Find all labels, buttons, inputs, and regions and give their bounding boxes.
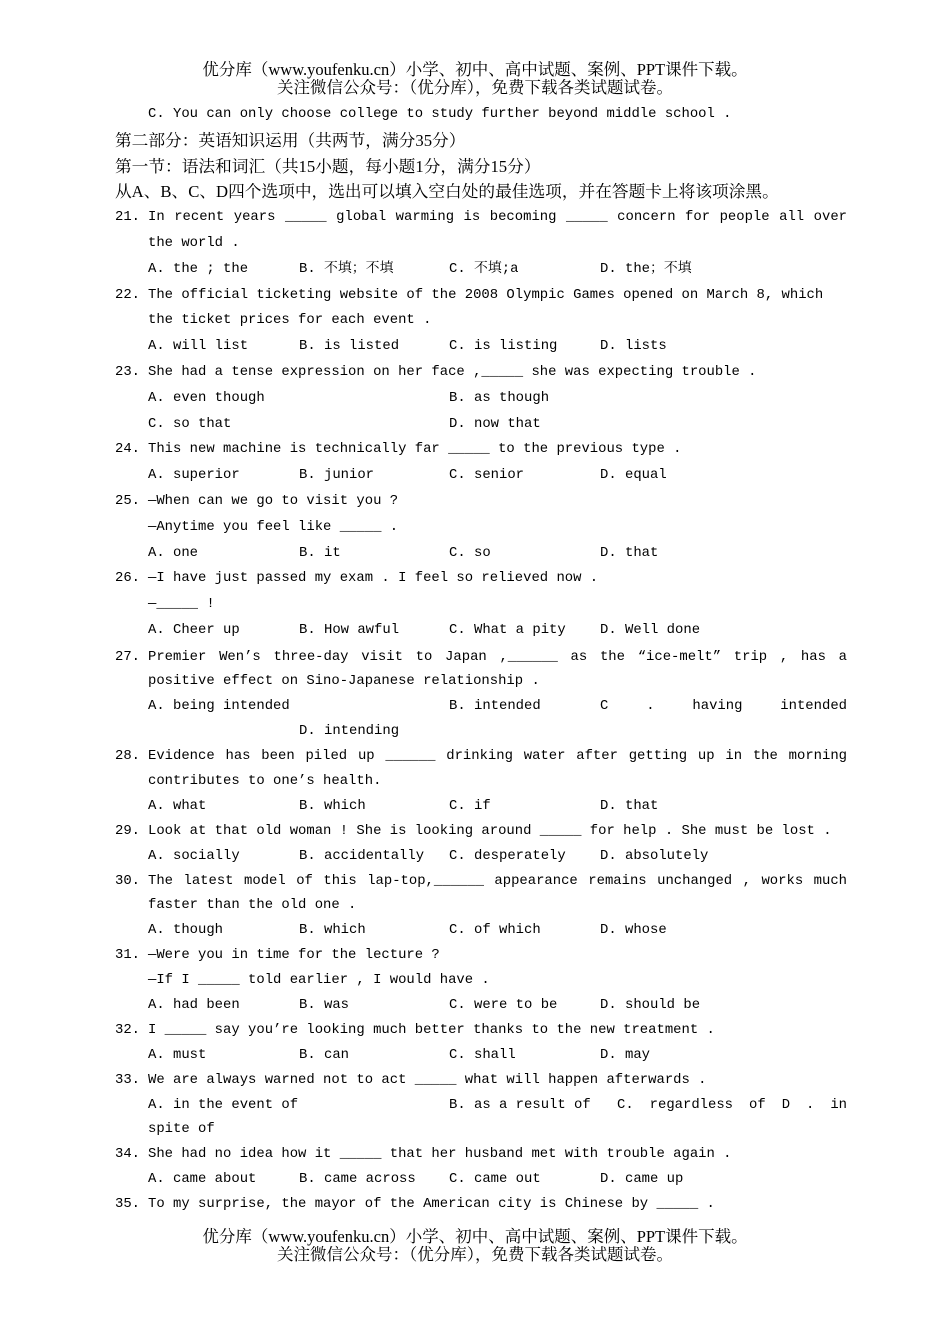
option-a: A. had been xyxy=(148,996,240,1013)
stem-line xyxy=(115,592,847,618)
question-number: 23. xyxy=(115,363,141,380)
option-b: B. junior xyxy=(299,467,375,484)
options-row xyxy=(115,719,847,744)
option-d: D. that xyxy=(600,797,659,814)
option-b: B. which xyxy=(299,797,366,814)
option-c: C. regardless of xyxy=(617,1096,766,1113)
options-row xyxy=(115,463,847,489)
question-stem: the ticket prices for each event . xyxy=(148,312,432,329)
question-23 xyxy=(115,360,847,437)
option-c: C. is listing xyxy=(449,338,558,355)
question-number: 29. xyxy=(115,822,141,839)
question-stem: I _____ say you’re looking much better thanks to the new treatment . xyxy=(148,1021,715,1038)
option-d: D. Well done xyxy=(600,621,701,638)
question-29 xyxy=(115,819,847,869)
question-number: 28. xyxy=(115,748,141,765)
stem-line xyxy=(115,1142,847,1167)
question-stem: the world . xyxy=(148,234,240,251)
options-row xyxy=(115,1117,847,1142)
option-a: A. what xyxy=(148,797,207,814)
question-stem: Evidence has been piled up ______ drinking water after getting up in the morning xyxy=(148,748,847,765)
option-a: A. one xyxy=(148,544,199,561)
options-row xyxy=(115,386,847,412)
option-a: A. being intended xyxy=(148,698,290,715)
option-c: C. came out xyxy=(449,1171,541,1188)
question-stem: She had a tense expression on her face ,_____ she was expecting trouble . xyxy=(148,363,757,380)
stem-line xyxy=(115,566,847,592)
option-b: B. 不填；不填 xyxy=(299,260,394,277)
stem-line xyxy=(115,645,847,670)
stem-line xyxy=(115,1192,847,1217)
stem-line xyxy=(115,819,847,844)
options-row xyxy=(115,1167,847,1192)
stem-line xyxy=(115,205,847,231)
question-stem: —Anytime you feel like _____ . xyxy=(148,518,399,535)
stem-line xyxy=(115,1018,847,1043)
question-32 xyxy=(115,1018,847,1068)
question-stem: In recent years _____ global warming is becoming _____ concern for people all over xyxy=(148,209,847,226)
page-header xyxy=(0,61,950,97)
header-line-1: 优分库（www.youfenku.cn）小学、初中、高中试题、案例、PPT课件下载。 xyxy=(202,60,748,79)
option-c: C . having intended xyxy=(600,698,847,715)
question-27 xyxy=(115,645,847,745)
option-c: C. so that xyxy=(148,415,232,432)
exam-body-upper xyxy=(115,102,847,644)
question-number: 31. xyxy=(115,947,141,964)
stem-line xyxy=(115,669,847,694)
options-row xyxy=(115,257,847,283)
option-a: A. came about xyxy=(148,1171,257,1188)
question-number: 30. xyxy=(115,872,141,889)
subsection-title: 第一节：语法和词汇（共15小题，每小题1分，满分15分） xyxy=(115,156,541,176)
question-31 xyxy=(115,943,847,1018)
options-c-d-group xyxy=(617,1093,847,1118)
question-number: 25. xyxy=(115,492,141,509)
question-stem: —Were you in time for the lecture ? xyxy=(148,947,440,964)
option-a: A. must xyxy=(148,1046,207,1063)
question-21 xyxy=(115,205,847,282)
question-number: 22. xyxy=(115,286,141,303)
question-stem: The official ticketing website of the 2008 Olympic Games opened on March 8, which xyxy=(148,286,824,303)
stem-line xyxy=(115,308,847,334)
options-row xyxy=(115,412,847,438)
stem-line xyxy=(115,515,847,541)
option-d: D. may xyxy=(600,1046,651,1063)
option-b: B. can xyxy=(299,1046,350,1063)
question-35 xyxy=(115,1192,847,1217)
instructions: 从A、B、C、D四个选项中，选出可以填入空白处的最佳选项，并在答题卡上将该项涂黑。 xyxy=(115,182,779,202)
option-b: B. as a result of xyxy=(449,1096,591,1113)
option-c: C. so xyxy=(449,544,491,561)
stem-line xyxy=(115,869,847,894)
question-stem: Premier Wen’s three-day visit to Japan ,______ as the “ice-melt” trip , has a xyxy=(148,648,847,665)
option-a: A. will list xyxy=(148,338,249,355)
options-row xyxy=(115,844,847,869)
question-stem: —_____ ! xyxy=(148,596,215,613)
option-d: D. came up xyxy=(600,1171,684,1188)
question-34 xyxy=(115,1142,847,1192)
option-b: B. How awful xyxy=(299,621,400,638)
option-b: B. intended xyxy=(449,698,541,715)
exam-body-lower xyxy=(115,645,847,1217)
question-stem: faster than the old one . xyxy=(148,897,357,914)
stem-line xyxy=(115,893,847,918)
option-a: A. Cheer up xyxy=(148,621,240,638)
question-stem: Look at that old woman ! She is looking around _____ for help . She must be lost . xyxy=(148,822,832,839)
footer-line-2: 关注微信公众号：（优分库），免费下载各类试题试卷。 xyxy=(277,1245,673,1264)
option-b: B. which xyxy=(299,922,366,939)
options-row xyxy=(115,541,847,567)
stem-line xyxy=(115,744,847,769)
option-b: B. as though xyxy=(449,389,550,406)
question-stem: This new machine is technically far _____ to the previous type . xyxy=(148,441,682,458)
question-number: 32. xyxy=(115,1021,141,1038)
stem-line xyxy=(115,968,847,993)
question-33 xyxy=(115,1068,847,1143)
option-a: A. socially xyxy=(148,847,240,864)
option-a: A. in the event of xyxy=(148,1096,299,1113)
option-d: D. intending xyxy=(299,723,400,740)
option-c: C. of which xyxy=(449,922,541,939)
stem-line xyxy=(115,943,847,968)
option-d: D. lists xyxy=(600,338,667,355)
question-stem: contributes to one’s health. xyxy=(148,772,382,789)
question-number: 24. xyxy=(115,441,141,458)
stem-line xyxy=(115,1068,847,1093)
option-d-end: spite of xyxy=(148,1121,215,1138)
question-26 xyxy=(115,566,847,643)
option-b: B. it xyxy=(299,544,341,561)
option-b: B. came across xyxy=(299,1171,416,1188)
options-row xyxy=(115,993,847,1018)
options-row xyxy=(115,918,847,943)
option-b: B. was xyxy=(299,996,350,1013)
question-number: 35. xyxy=(115,1196,141,1213)
option-c: C. desperately xyxy=(449,847,566,864)
option-c: C. 不填;a xyxy=(449,260,519,277)
question-number: 34. xyxy=(115,1146,141,1163)
option-d: D. equal xyxy=(600,467,667,484)
question-number: 27. xyxy=(115,648,141,665)
option-d: D. should be xyxy=(600,996,701,1013)
stem-line xyxy=(115,283,847,309)
question-stem: positive effect on Sino-Japanese relationship . xyxy=(148,673,540,690)
options-row xyxy=(115,618,847,644)
option-d: D. the；不填 xyxy=(600,260,692,277)
question-number: 21. xyxy=(115,209,141,226)
question-stem: She had no idea how it _____ that her husband met with trouble again . xyxy=(148,1146,732,1163)
stem-line xyxy=(115,437,847,463)
question-number: 26. xyxy=(115,570,141,587)
question-30 xyxy=(115,869,847,944)
option-c: C. were to be xyxy=(449,996,558,1013)
part-title: 第二部分：英语知识运用（共两节，满分35分） xyxy=(115,130,466,150)
question-stem: We are always warned not to act _____ what will happen afterwards . xyxy=(148,1071,707,1088)
option-b: B. is listed xyxy=(299,338,400,355)
question-24 xyxy=(115,437,847,489)
stem-line xyxy=(115,489,847,515)
option-c: C. senior xyxy=(449,467,525,484)
option-d: D. whose xyxy=(600,922,667,939)
option-d: D. absolutely xyxy=(600,847,709,864)
option-c: C. What a pity xyxy=(449,621,566,638)
option-c: C. shall xyxy=(449,1046,516,1063)
options-row xyxy=(115,334,847,360)
option-b: B. accidentally xyxy=(299,847,425,864)
options-row xyxy=(115,1093,847,1118)
question-stem: To my surprise, the mayor of the American city is Chinese by _____ . xyxy=(148,1196,715,1213)
option-c: C. if xyxy=(449,797,491,814)
options-row xyxy=(115,1043,847,1068)
stem-line xyxy=(115,231,847,257)
page-footer xyxy=(0,1228,950,1264)
question-25 xyxy=(115,489,847,566)
question-22 xyxy=(115,283,847,360)
option-d: D. that xyxy=(600,544,659,561)
question-number: 33. xyxy=(115,1071,141,1088)
stem-line xyxy=(115,769,847,794)
footer-line-1: 优分库（www.youfenku.cn）小学、初中、高中试题、案例、PPT课件下载。 xyxy=(202,1227,748,1246)
option-d: D. now that xyxy=(449,415,541,432)
question-stem: The latest model of this lap-top,______ appearance remains unchanged , works much xyxy=(148,872,847,889)
option-a: A. superior xyxy=(148,467,240,484)
question-28 xyxy=(115,744,847,819)
carryover-line xyxy=(115,102,847,128)
option-a: A. the ; the xyxy=(148,260,249,277)
option-a: A. even though xyxy=(148,389,265,406)
question-stem: —When can we go to visit you ? xyxy=(148,492,399,509)
options-row xyxy=(115,794,847,819)
header-line-2: 关注微信公众号：（优分库），免费下载各类试题试卷。 xyxy=(277,78,673,97)
question-stem: —I have just passed my exam . I feel so relieved now . xyxy=(148,570,599,587)
option-a: A. though xyxy=(148,922,224,939)
carryover-option-c: C. You can only choose college to study further beyond middle school . xyxy=(148,106,732,122)
stem-line xyxy=(115,360,847,386)
options-row xyxy=(115,694,847,719)
question-stem: —If I _____ told earlier , I would have . xyxy=(148,972,490,989)
option-d-start: D . in xyxy=(781,1096,848,1113)
